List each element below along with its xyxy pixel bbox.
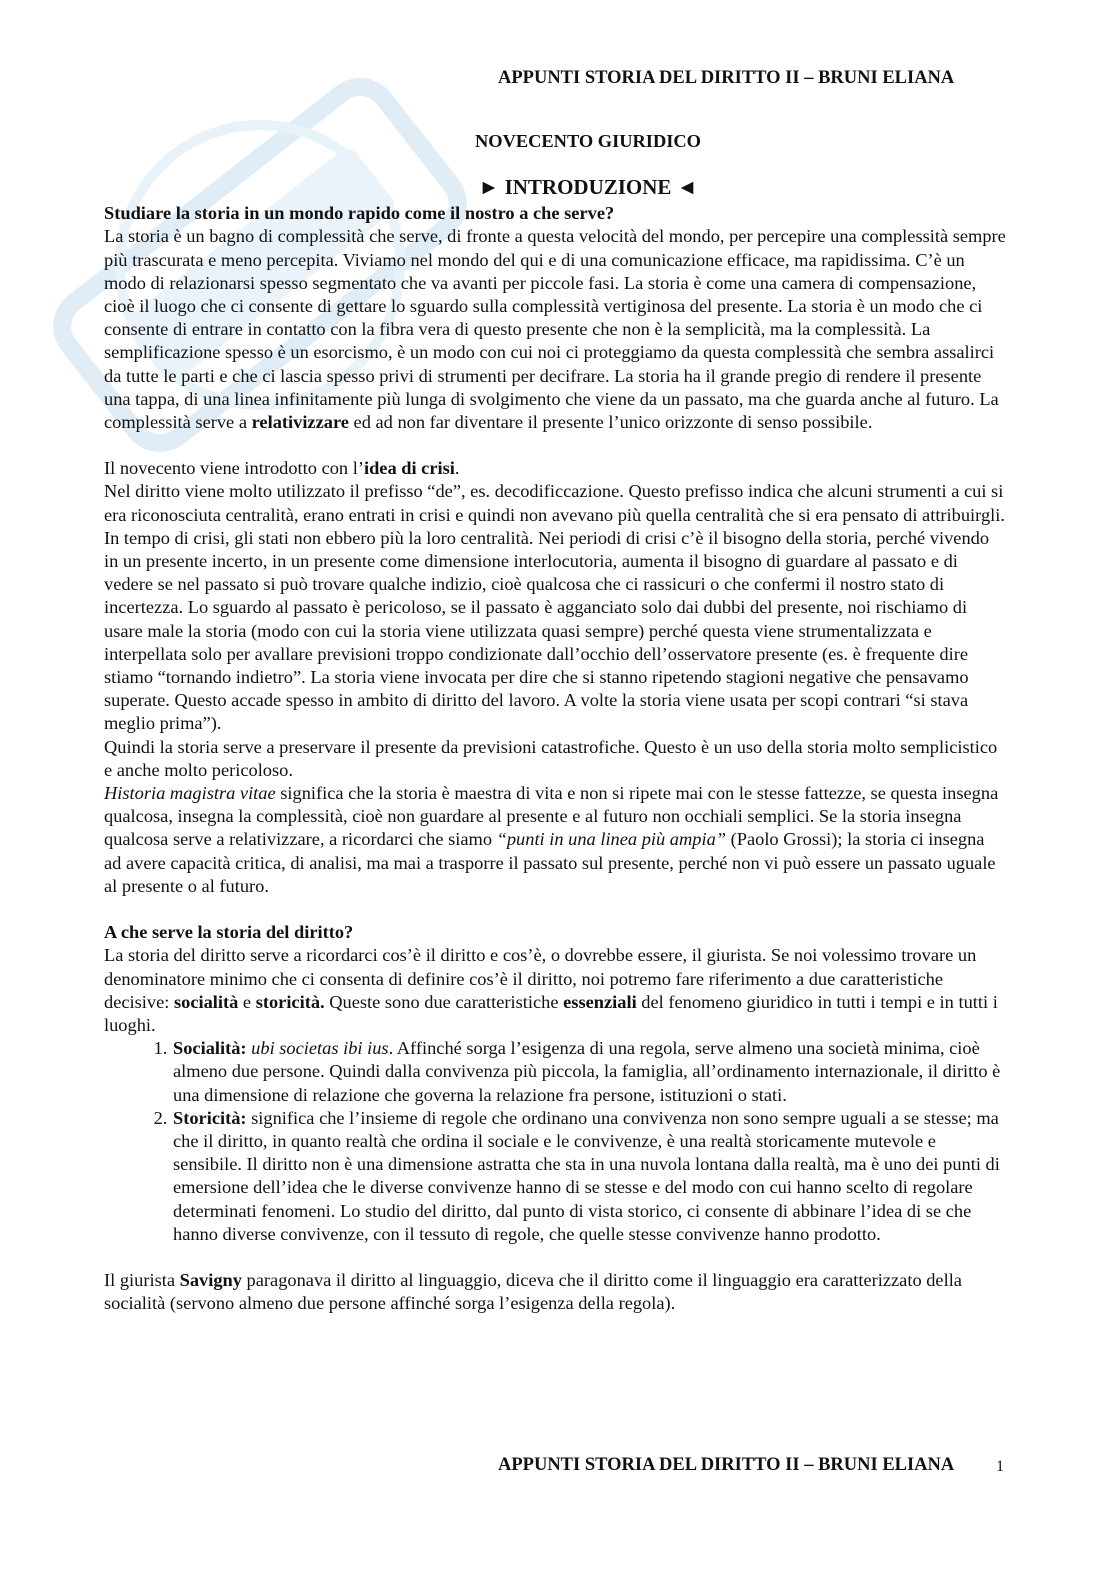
section1-paragraph-4: Quindi la storia serve a preservare il presente da previsioni catastrofiche. Questo è un uso della storia molto semplicistico e anche molto pericoloso. — [104, 736, 998, 780]
section1-paragraph-2: Il novecento viene introdotto con l’idea di crisi. — [104, 458, 460, 479]
intro-heading: ► INTRODUZIONE ◄ — [478, 175, 698, 200]
page-header: APPUNTI STORIA DEL DIRITTO II – BRUNI ELIANA — [498, 68, 955, 88]
section1-question: Studiare la storia in un mondo rapido come il nostro a che serve? — [104, 203, 615, 224]
section1-paragraph-5: Historia magistra vitae significa che la storia è maestra di vita e non si ripete mai con le stesse fattezze, se questa insegna qualcosa, insegna la complessità, cioè non guardare al presente e al futuro non occhiali semplici. Se la storia insegna qualcosa serve a relativizzare, a ricordarci che siamo “punti in una linea più ampia” (Paolo Grossi); la storia ci insegna ad avere capacità critica, di analisi, ma mai a trasporre il passato sul presente, perché non vi può essere un passato uguale al presente o al futuro. — [104, 783, 999, 896]
document-title: NOVECENTO GIURIDICO — [474, 131, 701, 151]
characteristics-list — [104, 1037, 1006, 1246]
section1-paragraph-1: La storia è un bagno di complessità che serve, di fronte a questa velocità del mondo, per percepire una complessità sempre più trascurata e meno percepita. Viviamo nel mondo del qui e di una comunicazione efficace, ma rapidissima. C’è un modo di relazionarsi spesso segmentato che va avanti per piccole fasi. La storia è come una camera di compensazione, cioè il luogo che ci consente di gettare lo sguardo sulla complessità vertiginosa del presente. La storia è un modo che ci consente di entrare in contatto con la fibra vera di questo presente che non è la semplicità, ma la complessità. La semplificazione spesso è un esorcismo, è un modo con cui noi ci proteggiamo da questa complessità che sembra assalirci da tutte le parti e che ci lascia spesso privi di strumenti per decifrare. La storia ha il grande pregio di rendere il presente una tappa, di una linea infinitamente più lunga di svolgimento che viene da un passato, ma che guarda anche al futuro. La complessità serve a relativizzare ed ad non far diventare il presente l’unico orizzonte di senso possibile. — [104, 226, 1006, 433]
section1-paragraph-3: Nel diritto viene molto utilizzato il prefisso “de”, es. decodificcazione. Questo prefisso indica che alcuni strumenti a cui si era riconosciuta centralità, erano entrati in crisi e quindi non avevano più quella centralità che si era pensato di attribuirgli. In tempo di crisi, gli stati non ebbero più la loro centralità. Nei periodi di crisi c’è il bisogno della storia, perché vivendo in un presente incerto, in un presente come dimensione interlocutoria, aumenta il bisogno di guardare al passato e di vedere se nel passato si può trovare qualche indizio, cioè qualcosa che ci rassicuri o che confermi il nostro stato di incertezza. Lo sguardo al passato è pericoloso, se il passato è agganciato solo dai dubbi del presente, noi rischiamo di usare male la storia (modo con cui la storia viene utilizzata quasi sempre) perché questa viene strumentalizzata e interpellata solo per avallare previsioni troppo condizionate dall’occhio dell’osservatore presente (es. è frequente dire stiamo “tornando indietro”. La storia viene invocata per dire che si stanno ripetendo stagioni negative che pensavamo superate. Questo accade spesso in ambito di diritto del lavoro. A volte la storia viene usata per scopi contrari “si stava meglio prima”). — [104, 481, 1005, 734]
list-item: 2. Storicità: significa che l’insieme di regole che ordinano una convivenza non sono sempre uguali a se stesse; ma che il diritto, in quanto realtà che ordina il sociale e le convivenze, è una realtà storicamente mutevole e sensibile. Il diritto non è una dimensione astratta che sta in una nuvola lontana dalla realtà, ma è uno dei punti di emersione dell’idea che le diverse convivenze hanno di se stesse e del modo con cui hanno scelto di regolare determinati fenomeni. Lo studio del diritto, dal punto di vista storico, ci consente di abbinare l’idea di se che hanno diverse convivenze, con il tessuto di regole, che quelle stesse convivenze hanno prodotto. — [172, 1107, 1006, 1246]
page-footer: APPUNTI STORIA DEL DIRITTO II – BRUNI ELIANA — [498, 1455, 955, 1475]
list-item: 1. Socialità: ubi societas ibi ius. Affinché sorga l’esigenza di una regola, serve almeno una società minima, cioè almeno due persone. Quindi dalla convivenza più piccola, la famiglia, all’ordinamento internazionale, il diritto è una dimensione di relazione che governa la relazione fra persone, istituzioni o stati. — [172, 1037, 1006, 1107]
document-body — [104, 130, 1006, 1315]
section2-question: A che serve la storia del diritto? — [104, 922, 354, 943]
page-number: 1 — [996, 1458, 1004, 1475]
section2-paragraph-2: Il giurista Savigny paragonava il diritto al linguaggio, diceva che il diritto come il linguaggio era caratterizzato della socialità (servono almeno due persone affinché sorga l’esigenza della regola). — [104, 1269, 962, 1314]
section2-paragraph-1: La storia del diritto serve a ricordarci cos’è il diritto e cos’è, o dovrebbe essere, il giurista. Se noi volessimo trovare un denominatore minimo che ci consenta di definire cos’è il diritto, noi potremo fare riferimento a due caratteristiche decisive: socialità e storicità. Queste sono due caratteristiche essenziali del fenomeno giuridico in tutti i tempi e in tutti i luoghi. — [104, 945, 998, 1035]
